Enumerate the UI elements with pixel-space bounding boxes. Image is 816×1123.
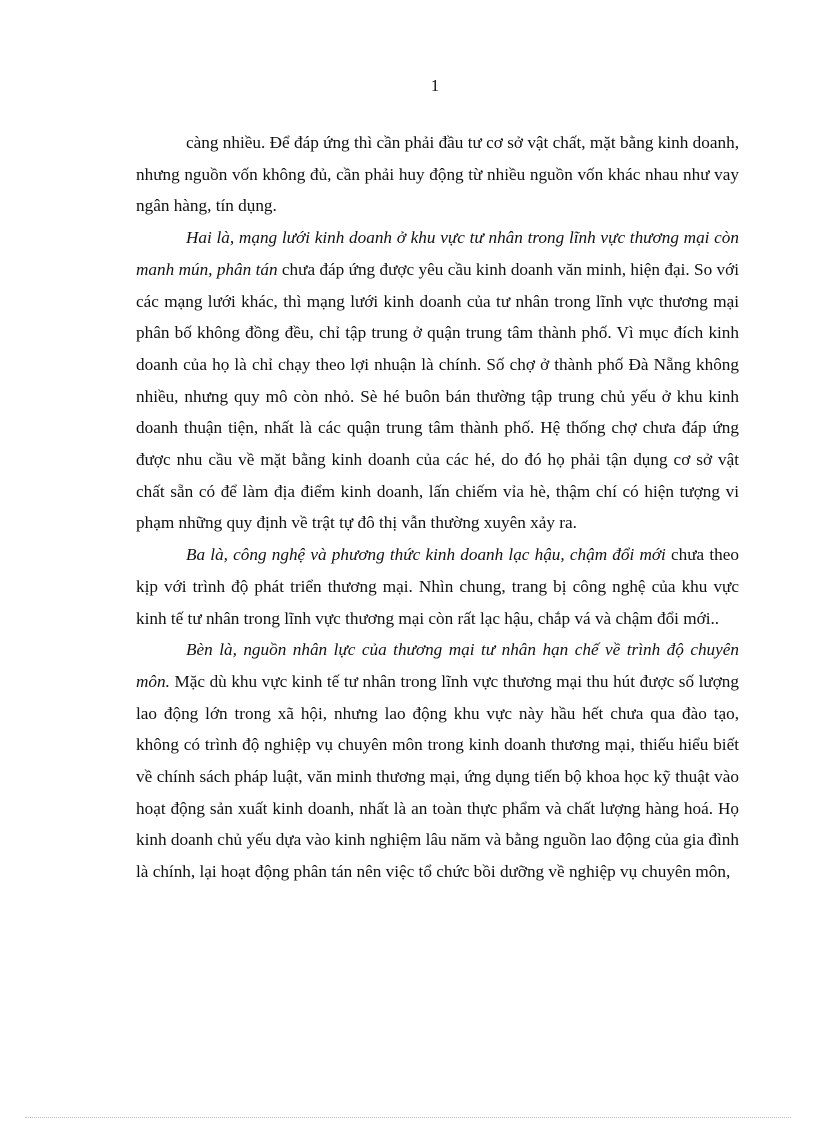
paragraph-italic-lead: Bèn là, nguồn nhân lực của thương mại tư nhân hạn chế về trình độ chuyên môn.: [136, 640, 739, 691]
paragraph-body: chưa đáp ứng được yêu cầu kinh doanh văn minh, hiện đại. So với các mạng lưới khác, thì mạng lưới kinh doanh của tư nhân trong lĩnh vực thương mại phân bố không đồng đều, chỉ tập trung ở quận trung tâm thành phố. Vì mục đích kinh doanh của họ là chỉ chạy theo lợi nhuận là chính. Số chợ ở thành phố Đà Nẵng không nhiều, nhưng quy mô còn nhỏ. Sè hé buôn bán thường tập trung chủ yếu ở khu kinh doanh thuận tiện, nhất là các quận trung tâm thành phố. Hệ thống chợ chưa đáp ứng được nhu cầu về mặt bằng kinh doanh của các hé, do đó họ phải tận dụng cơ sở vật chất sẵn có để làm địa điểm kinh doanh, lấn chiếm vỉa hè, thậm chí có hiện tượng vi phạm những quy định về trật tự đô thị vẫn thường xuyên xảy ra.: [136, 259, 740, 533]
page-bottom-divider: [25, 1117, 791, 1118]
paragraph-italic-lead: Hai là, mạng lưới kinh doanh ở khu vực tư nhân trong lĩnh vực thương mại còn manh mún, phân tán: [136, 228, 739, 279]
paragraph-body: chưa theo kịp với trình độ phát triển thương mại. Nhìn chung, trang bị công nghệ của khu vực kinh tế tư nhân trong lĩnh vực thương mại còn rất lạc hậu, chắp vá và chậm đổi mới..: [136, 545, 739, 628]
paragraph-ba-la: [136, 539, 739, 634]
paragraph-bon-la: [136, 634, 739, 888]
paragraph-continuation: càng nhiều. Để đáp ứng thì cần phải đầu tư cơ sở vật chất, mặt bằng kinh doanh, nhưng nguồn vốn không đủ, cần phải huy động từ nhiều nguồn vốn khác nhau như vay ngân hàng, tín dụng.: [136, 133, 739, 216]
paragraph-hai-la: [136, 222, 739, 539]
page-number: 1: [430, 76, 440, 95]
paragraph-italic-lead: Ba là, công nghệ và phương thức kinh doanh lạc hậu, chậm đổi mới: [186, 545, 666, 565]
paragraph-body: Mặc dù khu vực kinh tế tư nhân trong lĩnh vực thương mại thu hút được số lượng lao động lớn trong xã hội, nhưng lao động khu vực này hầu hết chưa qua đào tạo, không có trình độ nghiệp vụ chuyên môn trong kinh doanh thương mại, thiếu hiểu biết về chính sách pháp luật, văn minh thương mại, ứng dụng tiến bộ khoa học kỹ thuật vào hoạt động sản xuất kinh doanh, nhất là an toàn thực phẩm và chất lượng hàng hoá. Họ kinh doanh chủ yếu dựa vào kinh nghiệm lâu năm và bằng nguồn lao động của gia đình là chính, lại hoạt động phân tán nên việc tổ chức bồi dưỡng về nghiệp vụ chuyên môn,: [136, 671, 739, 882]
document-body: [136, 127, 739, 888]
